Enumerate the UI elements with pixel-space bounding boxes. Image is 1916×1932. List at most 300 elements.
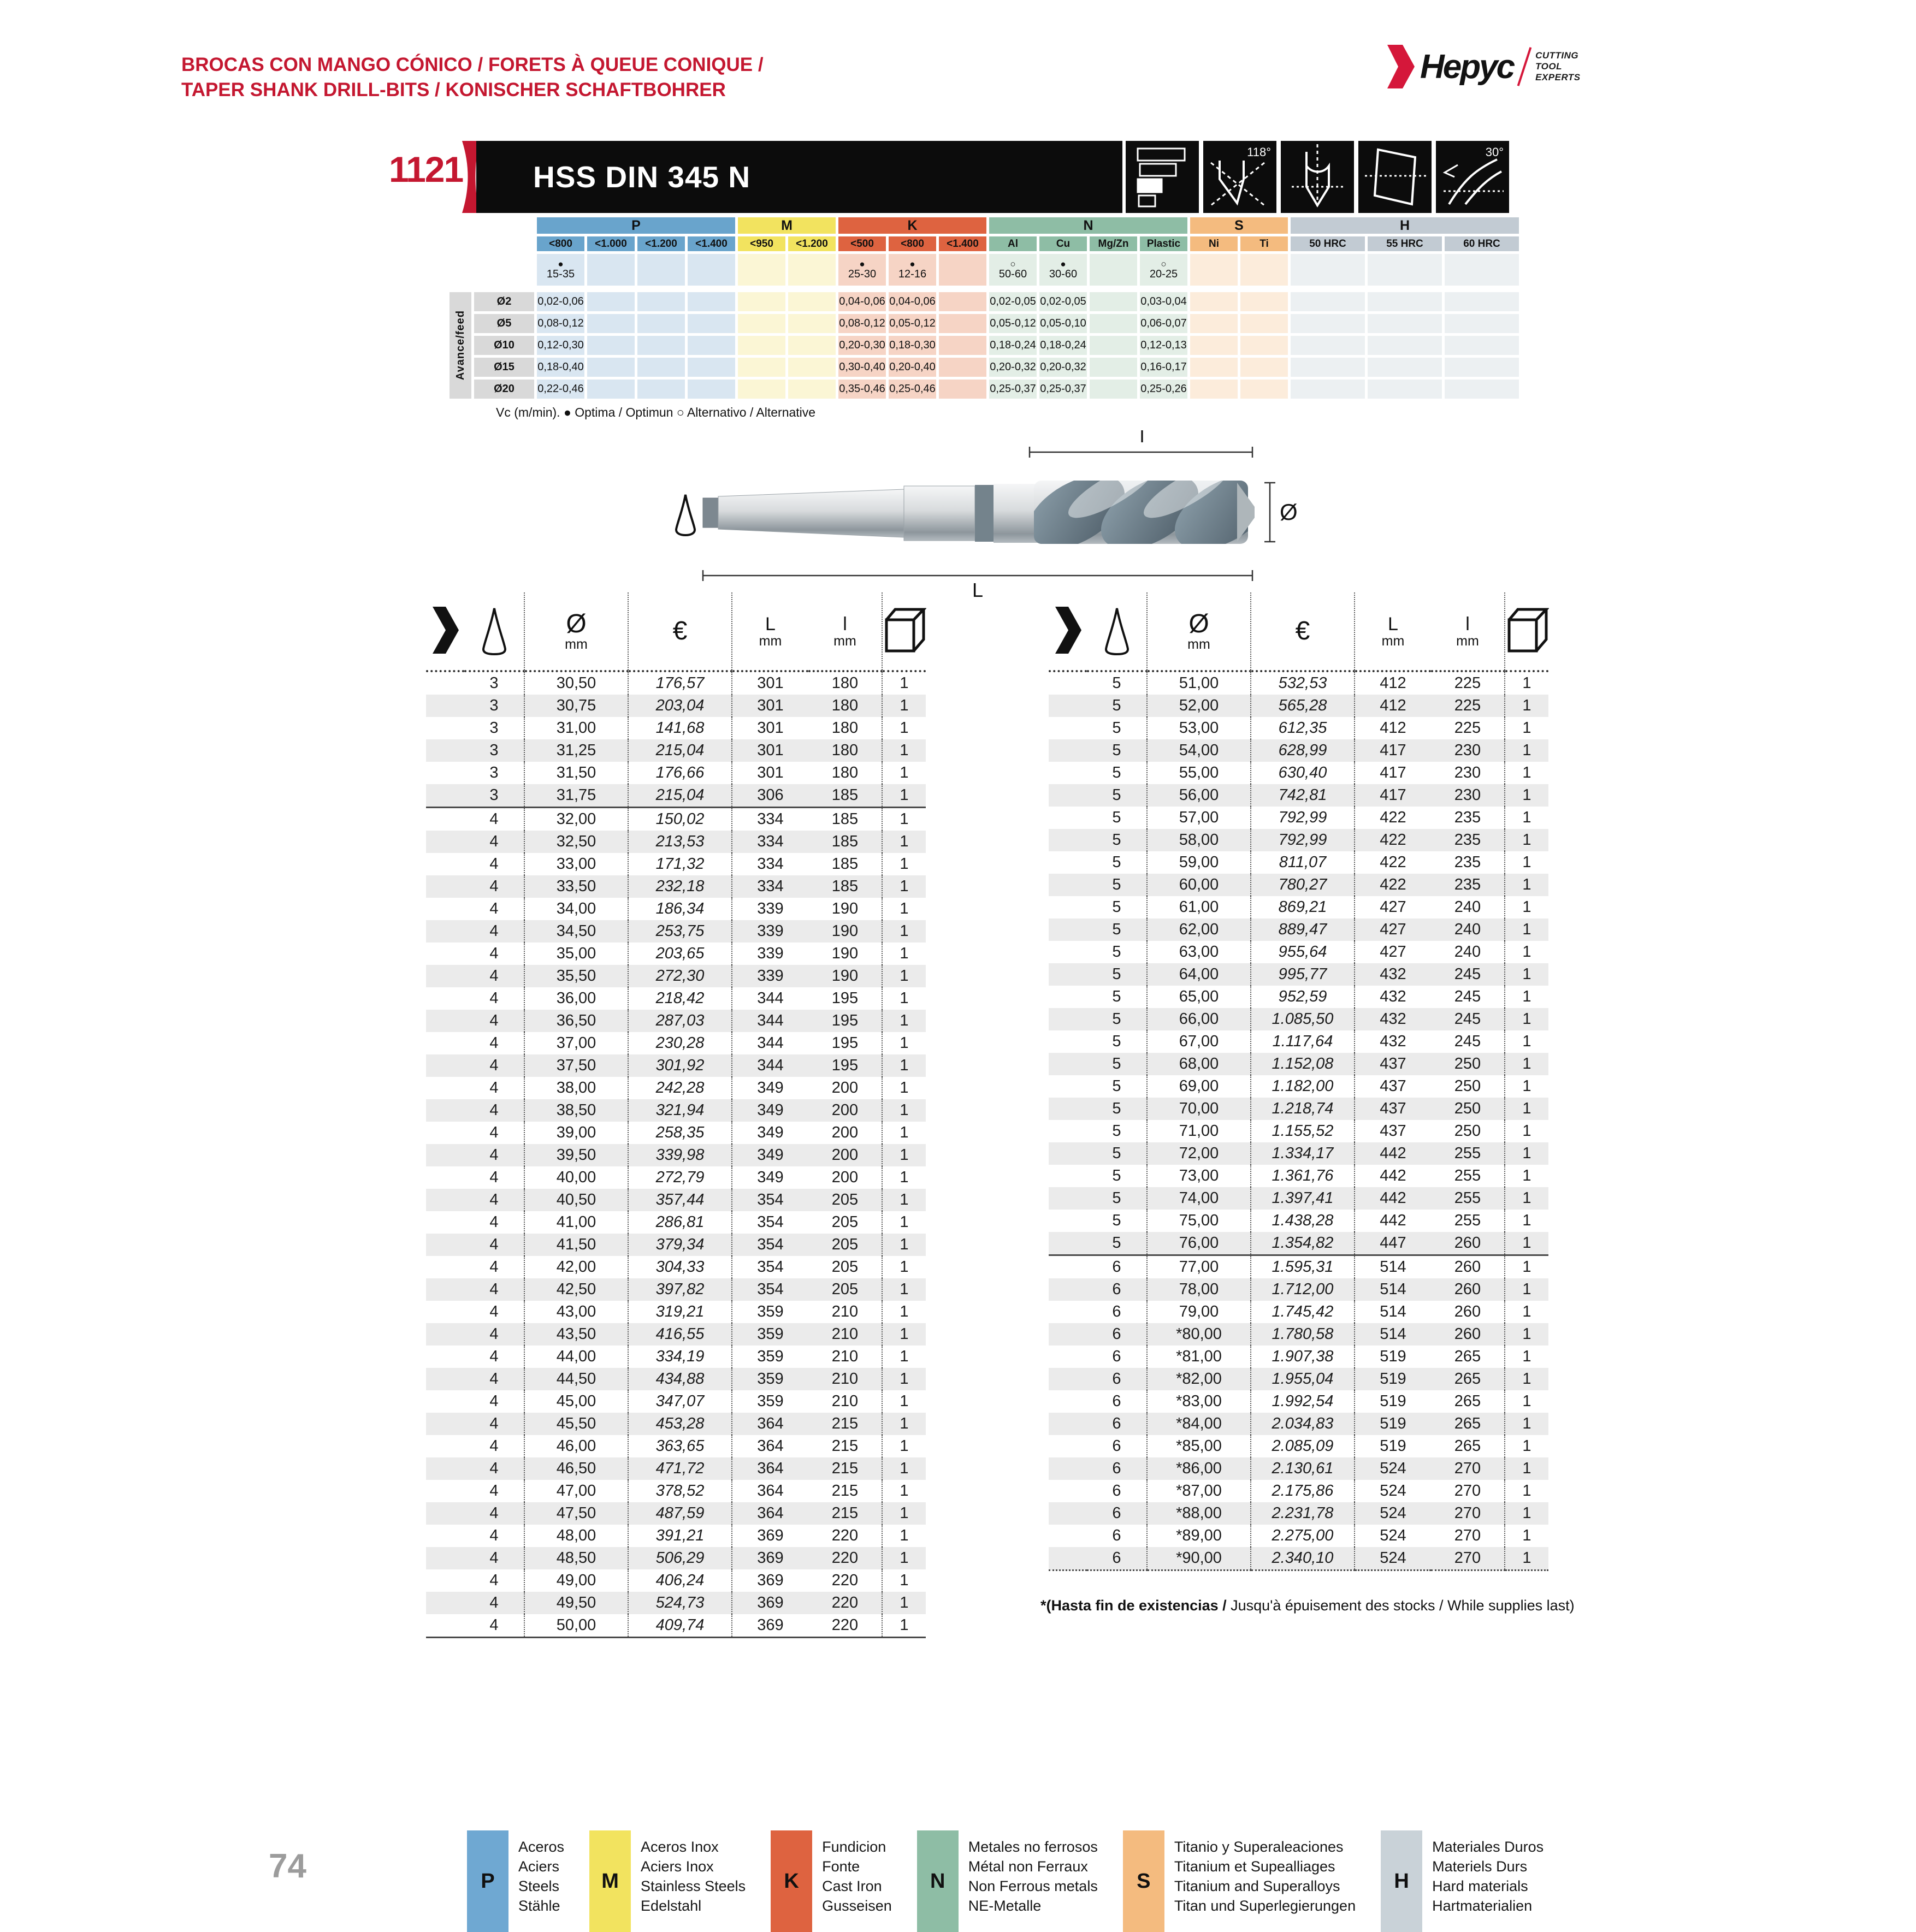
flute-length-cell: 190 — [808, 965, 882, 987]
catalog-row — [1049, 1075, 1548, 1098]
quantity-cell: 1 — [1522, 1482, 1531, 1500]
feed-cell — [788, 292, 836, 311]
arrow-col-cell — [426, 1301, 464, 1323]
vc-cell — [637, 254, 685, 286]
diameter-cell: 33,50 — [524, 875, 628, 898]
price-cell: 1.438,28 — [1251, 1210, 1355, 1232]
flute-length-cell: 265 — [1431, 1390, 1505, 1413]
arrow-col-cell — [426, 1614, 464, 1638]
quantity-cell: 1 — [900, 989, 909, 1007]
flute-length-cell: 245 — [1431, 1030, 1505, 1053]
feed-cell: 0,20-0,40 — [889, 358, 936, 377]
quantity-cell: 1 — [1522, 809, 1531, 826]
price-cell: 1.907,38 — [1251, 1346, 1355, 1368]
shank-profile-icon — [1126, 141, 1199, 213]
catalog-row — [426, 1368, 926, 1390]
material-subcol: <1.400 — [939, 236, 986, 251]
price-cell: 506,29 — [628, 1547, 732, 1569]
arrow-col-cell — [426, 1592, 464, 1614]
total-length-cell: 412 — [1380, 697, 1406, 714]
material-subcol: 50 HRC — [1291, 236, 1365, 251]
total-length-cell: 349 — [757, 1101, 784, 1119]
flute-length-cell: 200 — [808, 1077, 882, 1099]
diameter-cell: *90,00 — [1147, 1547, 1251, 1571]
catalog-row — [1049, 1323, 1548, 1346]
arrow-col-cell — [426, 808, 464, 831]
feed-cell — [939, 336, 986, 355]
total-length-cell: 359 — [757, 1348, 784, 1365]
quantity-cell: 1 — [1522, 1281, 1531, 1298]
quantity-cell: 1 — [1522, 1010, 1531, 1028]
catalog-row — [1049, 1525, 1548, 1547]
material-subcol: <800 — [537, 236, 584, 251]
vc-value: 30-60 — [1049, 268, 1078, 281]
material-subcol: Mg/Zn — [1090, 236, 1137, 251]
diameter-cell: 67,00 — [1147, 1030, 1251, 1053]
diameter-cell: *86,00 — [1147, 1457, 1251, 1480]
flute-length-cell: 215 — [808, 1413, 882, 1435]
arrow-col-cell — [426, 1569, 464, 1592]
price-cell: 2.340,10 — [1251, 1547, 1355, 1571]
cone-cell: 6 — [1087, 1278, 1147, 1301]
diameter-cell: 31,25 — [524, 739, 628, 762]
total-length-cell: 524 — [1355, 1547, 1431, 1571]
catalog-row — [426, 717, 926, 739]
cone-cell: 4 — [464, 853, 524, 875]
legend-item-M — [589, 1830, 746, 1932]
helix-angle-label: 30° — [1485, 145, 1504, 159]
flute-length-cell: 250 — [1431, 1098, 1505, 1120]
diameter-cell: 39,50 — [524, 1144, 628, 1166]
price-cell: 379,34 — [628, 1234, 732, 1256]
diameter-cell: 32,50 — [524, 831, 628, 853]
legend-swatch-P: P — [467, 1830, 508, 1932]
feed-cell — [1368, 380, 1442, 399]
feed-cell: 0,04-0,06 — [889, 292, 936, 311]
quantity-cell: 1 — [900, 1258, 909, 1276]
cone-cell: 3 — [464, 671, 524, 695]
diameter-cell: 50,00 — [524, 1614, 628, 1638]
total-length-cell: 364 — [757, 1482, 784, 1500]
diameter-dimension — [1264, 483, 1275, 542]
product-code: 1121 — [389, 149, 463, 189]
vc-value: 50-60 — [998, 268, 1027, 281]
diameter-cell: *88,00 — [1147, 1502, 1251, 1525]
feed-row — [450, 380, 1519, 399]
flute-length-cell: 255 — [1431, 1165, 1505, 1187]
arrow-col-cell — [426, 1368, 464, 1390]
flute-length-cell: 255 — [1431, 1142, 1505, 1165]
tagline-line3: EXPERTS — [1535, 72, 1581, 82]
catalog-row — [426, 1278, 926, 1301]
feed-cell — [1240, 336, 1288, 355]
vc-cell — [1445, 254, 1519, 286]
packaging-box-icon — [882, 592, 926, 671]
feed-cell: 0,06-0,07 — [1140, 314, 1187, 333]
arrow-col-cell — [1049, 807, 1087, 829]
arrow-col-cell — [1049, 1120, 1087, 1142]
total-length-cell: 349 — [757, 1079, 784, 1097]
catalog-row — [1049, 1346, 1548, 1368]
quantity-cell: 1 — [1522, 1415, 1531, 1432]
flute-length-cell: 265 — [1431, 1413, 1505, 1435]
total-length-cell: 301 — [757, 719, 784, 737]
arrow-col-cell — [1049, 671, 1087, 695]
cone-cell: 4 — [464, 1346, 524, 1368]
flute-length-cell: 205 — [808, 1278, 882, 1301]
arrow-col-cell — [1049, 1075, 1087, 1098]
quantity-cell: 1 — [900, 1124, 909, 1141]
arrow-col-cell — [426, 831, 464, 853]
total-length-cell: 364 — [757, 1415, 784, 1432]
catalog-row — [1049, 762, 1548, 784]
cone-cell: 5 — [1087, 963, 1147, 986]
price-cell: 176,57 — [628, 671, 732, 695]
quantity-cell: 1 — [1522, 943, 1531, 961]
catalog-row — [1049, 1232, 1548, 1255]
feed-cell — [1291, 292, 1365, 311]
catalog-row — [1049, 1255, 1548, 1279]
catalog-table-left — [426, 592, 926, 1638]
quantity-cell: 1 — [900, 1527, 909, 1544]
material-subcol-row — [450, 236, 1519, 251]
feed-cell: 0,16-0,17 — [1140, 358, 1187, 377]
flute-length-cell: 265 — [1431, 1368, 1505, 1390]
cone-cell: 4 — [464, 808, 524, 831]
total-length-cell: 354 — [757, 1281, 784, 1298]
diameter-cell: 43,00 — [524, 1301, 628, 1323]
price-cell: 487,59 — [628, 1502, 732, 1525]
feed-cell — [688, 336, 735, 355]
price-cell: 434,88 — [628, 1368, 732, 1390]
catalog-row — [426, 1525, 926, 1547]
arrow-col-cell — [426, 671, 464, 695]
arrow-col-cell — [1049, 1457, 1087, 1480]
feed-cell — [637, 380, 685, 399]
catalog-row — [1049, 963, 1548, 986]
total-length-column-header — [732, 592, 808, 671]
total-length-cell: 442 — [1380, 1212, 1406, 1229]
total-length-cell: 359 — [757, 1303, 784, 1320]
cone-cell: 4 — [464, 1032, 524, 1054]
flute-length-cell: 190 — [808, 898, 882, 920]
total-length-cell: 339 — [757, 922, 784, 940]
cone-cell: 4 — [464, 1077, 524, 1099]
legend-line: Aceros Inox — [641, 1839, 719, 1855]
legend-line: Gusseisen — [822, 1898, 892, 1914]
cone-cell: 4 — [464, 1368, 524, 1390]
diameter-unit: mm — [565, 637, 588, 652]
quantity-cell: 1 — [1522, 1437, 1531, 1455]
arrow-col-cell — [1049, 851, 1087, 874]
catalog-row — [1049, 918, 1548, 941]
total-length-cell: 524 — [1380, 1527, 1406, 1544]
total-length-cell: 344 — [757, 1057, 784, 1074]
legend-text-M — [641, 1830, 746, 1932]
feed-cell: 0,08-0,12 — [537, 314, 584, 333]
flute-length-cell: 230 — [1431, 739, 1505, 762]
total-length-cell: 442 — [1380, 1189, 1406, 1207]
quantity-cell: 1 — [900, 1079, 909, 1097]
price-cell: 1.117,64 — [1251, 1030, 1355, 1053]
total-length-cell: 432 — [1380, 988, 1406, 1005]
feed-cell — [738, 314, 785, 333]
catalog-row — [426, 808, 926, 831]
diameter-cell: 42,50 — [524, 1278, 628, 1301]
quantity-cell: 1 — [900, 945, 909, 962]
catalog-row — [426, 943, 926, 965]
feed-cell — [1368, 292, 1442, 311]
quantity-cell: 1 — [900, 1572, 909, 1589]
diameter-cell: 78,00 — [1147, 1278, 1251, 1301]
brand-tagline — [1535, 50, 1581, 83]
catalog-row — [426, 1547, 926, 1569]
cone-cell: 5 — [1087, 1098, 1147, 1120]
material-group-N: N — [989, 217, 1187, 234]
quantity-cell: 1 — [1505, 1547, 1548, 1571]
diameter-cell: 61,00 — [1147, 896, 1251, 918]
total-length-cell: 432 — [1380, 1033, 1406, 1050]
quantity-cell: 1 — [1522, 1212, 1531, 1229]
catalog-row — [1049, 1547, 1548, 1571]
material-subcol: <1.400 — [688, 236, 735, 251]
total-length-cell: 364 — [757, 1460, 784, 1477]
quantity-cell: 1 — [1505, 1255, 1548, 1279]
stock-footnote-bold: *(Hasta fin de existencias / — [1040, 1597, 1227, 1614]
legend-line: Aciers — [518, 1858, 560, 1875]
total-length-cell: 447 — [1380, 1234, 1406, 1252]
price-cell: 630,40 — [1251, 762, 1355, 784]
diameter-label: Ø — [1280, 499, 1298, 525]
total-length-cell: 427 — [1380, 943, 1406, 961]
material-subcol: <1.200 — [637, 236, 685, 251]
price-cell: 287,03 — [628, 1010, 732, 1032]
catalog-header-row — [426, 592, 926, 671]
quantity-cell: 1 — [900, 1303, 909, 1320]
arrow-col-cell — [1049, 1165, 1087, 1187]
vc-value: 25-30 — [848, 268, 877, 281]
total-length-cell: 519 — [1380, 1437, 1406, 1455]
price-cell: 1.155,52 — [1251, 1120, 1355, 1142]
price-cell: 628,99 — [1251, 739, 1355, 762]
price-cell: 565,28 — [1251, 695, 1355, 717]
diameter-cell: 44,00 — [524, 1346, 628, 1368]
total-length-cell: 354 — [757, 1213, 784, 1231]
vc-dot: ● — [1060, 258, 1066, 269]
diameter-cell: 58,00 — [1147, 829, 1251, 851]
cone-cell: 4 — [464, 1614, 524, 1638]
catalog-row — [426, 831, 926, 853]
feed-cell — [688, 380, 735, 399]
flute-length-cell: 190 — [808, 920, 882, 943]
price-cell: 141,68 — [628, 717, 732, 739]
diameter-cell: 48,50 — [524, 1547, 628, 1569]
total-length-cell: 437 — [1380, 1055, 1406, 1072]
diameter-cell: 32,00 — [524, 808, 628, 831]
catalog-row — [1049, 1502, 1548, 1525]
cone-cell: 4 — [464, 943, 524, 965]
arrow-col-cell — [1049, 717, 1087, 739]
diameter-cell: 31,50 — [524, 762, 628, 784]
legend-item-S — [1123, 1830, 1356, 1932]
quantity-cell: 1 — [882, 808, 926, 831]
quantity-cell: 1 — [1522, 1504, 1531, 1522]
feed-cell — [1090, 380, 1137, 399]
arrow-col-cell — [1049, 1030, 1087, 1053]
diameter-cell: 40,00 — [524, 1166, 628, 1189]
cone-cell: 5 — [1087, 807, 1147, 829]
feed-cell — [688, 314, 735, 333]
diameter-cell: 71,00 — [1147, 1120, 1251, 1142]
diameter-cell: 52,00 — [1147, 695, 1251, 717]
cone-cell: 6 — [1087, 1525, 1147, 1547]
feed-cell — [1368, 336, 1442, 355]
quantity-cell: 1 — [900, 967, 909, 985]
feed-cell — [788, 314, 836, 333]
flute-length-dimension — [1030, 447, 1252, 458]
flute-length-cell: 220 — [808, 1569, 882, 1592]
legend-item-P — [467, 1830, 564, 1932]
diameter-cell: 59,00 — [1147, 851, 1251, 874]
diameter-cell: 30,50 — [524, 671, 628, 695]
cone-cell: 4 — [464, 1435, 524, 1457]
quantity-cell: 1 — [1522, 1325, 1531, 1343]
diameter-cell: 43,50 — [524, 1323, 628, 1346]
price-cell: 1.595,31 — [1251, 1255, 1355, 1279]
diameter-cell: *84,00 — [1147, 1413, 1251, 1435]
feed-cell — [587, 358, 635, 377]
cone-cell: 4 — [464, 1301, 524, 1323]
arrow-col-cell — [1049, 739, 1087, 762]
feed-cell — [637, 336, 685, 355]
catalog-row — [1049, 1480, 1548, 1502]
arrow-col-cell — [426, 762, 464, 784]
arrow-col-cell — [1049, 1255, 1087, 1279]
quantity-cell: 1 — [900, 922, 909, 940]
arrow-col-cell — [426, 1054, 464, 1077]
cone-cell: 4 — [464, 1525, 524, 1547]
total-length-cell: 369 — [757, 1549, 784, 1567]
cone-cell: 4 — [464, 1323, 524, 1346]
catalog-row — [426, 1346, 926, 1368]
flute-length-cell: 185 — [808, 875, 882, 898]
total-length-cell: 369 — [732, 1614, 808, 1638]
quantity-cell: 1 — [1522, 1527, 1531, 1544]
cone-cell: 4 — [464, 898, 524, 920]
cone-cell: 4 — [464, 1010, 524, 1032]
price-cell: 215,04 — [628, 739, 732, 762]
price-cell: 1.361,76 — [1251, 1165, 1355, 1187]
total-length-cell: 344 — [757, 1034, 784, 1052]
diameter-cell: 63,00 — [1147, 941, 1251, 963]
stock-footnote-rest: Jusqu'à épuisement des stocks / While supplies last) — [1226, 1597, 1575, 1614]
flute-length-cell: 265 — [1431, 1435, 1505, 1457]
arrow-col-cell — [1049, 1346, 1087, 1368]
price-cell: 1.218,74 — [1251, 1098, 1355, 1120]
feed-row — [450, 314, 1519, 333]
arrow-col-cell — [1049, 1232, 1087, 1255]
legend-swatch-M: M — [589, 1830, 631, 1932]
catalog-table-right — [1049, 592, 1548, 1571]
diameter-cell: 40,50 — [524, 1189, 628, 1211]
cone-cell: 6 — [1087, 1368, 1147, 1390]
catalog-row — [426, 1122, 926, 1144]
material-group-row — [450, 217, 1519, 234]
quantity-cell: 1 — [1522, 854, 1531, 871]
flute-length-cell: 185 — [808, 784, 882, 808]
total-length-cell: 334 — [757, 855, 784, 873]
stock-footnote — [1040, 1597, 1587, 1614]
flute-length-cell: 240 — [1431, 918, 1505, 941]
total-length-cell: 417 — [1380, 786, 1406, 804]
feed-cell — [939, 314, 986, 333]
flute-length-cell: 210 — [808, 1346, 882, 1368]
price-cell: 2.130,61 — [1251, 1457, 1355, 1480]
catalog-row — [1049, 1368, 1548, 1390]
diameter-cell: 70,00 — [1147, 1098, 1251, 1120]
arrow-col-cell — [426, 1457, 464, 1480]
catalog-row — [426, 671, 926, 695]
quantity-cell: 1 — [1522, 742, 1531, 759]
feed-cell: 0,08-0,12 — [838, 314, 886, 333]
vc-cell — [1039, 254, 1087, 286]
arrow-col-cell — [426, 1032, 464, 1054]
cone-cell: 5 — [1087, 762, 1147, 784]
total-length-cell: 427 — [1380, 921, 1406, 938]
point-angle-icon — [1203, 141, 1276, 213]
feed-row — [450, 358, 1519, 377]
quantity-cell: 1 — [900, 1460, 909, 1477]
legend-line: NE-Metalle — [968, 1898, 1042, 1914]
catalog-row — [1049, 1142, 1548, 1165]
price-cell: 176,66 — [628, 762, 732, 784]
flute-length-cell: 195 — [808, 987, 882, 1010]
diameter-cell: 46,50 — [524, 1457, 628, 1480]
material-subcol: Ni — [1190, 236, 1238, 251]
taper-cone-icon — [1087, 592, 1147, 671]
catalog-row — [1049, 784, 1548, 807]
price-cell: 258,35 — [628, 1122, 732, 1144]
total-length-cell: 354 — [757, 1258, 784, 1276]
vc-cell — [738, 254, 785, 286]
catalog-row — [426, 853, 926, 875]
catalog-row — [1049, 1165, 1548, 1187]
feed-cell — [788, 380, 836, 399]
series-arrow-icon — [426, 592, 464, 671]
price-cell: 2.231,78 — [1251, 1502, 1355, 1525]
quantity-cell: 1 — [900, 1169, 909, 1186]
flute-profile-icon — [1358, 141, 1432, 213]
diameter-cell: 51,00 — [1147, 671, 1251, 695]
feed-cell — [1190, 292, 1238, 311]
legend-line: Titanio y Superaleaciones — [1174, 1839, 1344, 1855]
cone-cell: 5 — [1087, 918, 1147, 941]
legend-line: Hartmaterialien — [1432, 1898, 1533, 1914]
total-length-cell: 349 — [757, 1169, 784, 1186]
total-length-cell: 437 — [1380, 1100, 1406, 1117]
brand-logo — [1387, 45, 1581, 88]
flute-length-cell: 235 — [1431, 829, 1505, 851]
price-cell: 230,28 — [628, 1032, 732, 1054]
diameter-cell: 35,00 — [524, 943, 628, 965]
legend-text-S — [1174, 1830, 1356, 1932]
quantity-cell: 1 — [900, 1146, 909, 1164]
cone-cell: 4 — [464, 1547, 524, 1569]
feed-cell: 0,18-0,24 — [1039, 336, 1087, 355]
cone-cell: 6 — [1087, 1502, 1147, 1525]
catalog-row — [1049, 941, 1548, 963]
arrow-col-cell — [426, 1390, 464, 1413]
